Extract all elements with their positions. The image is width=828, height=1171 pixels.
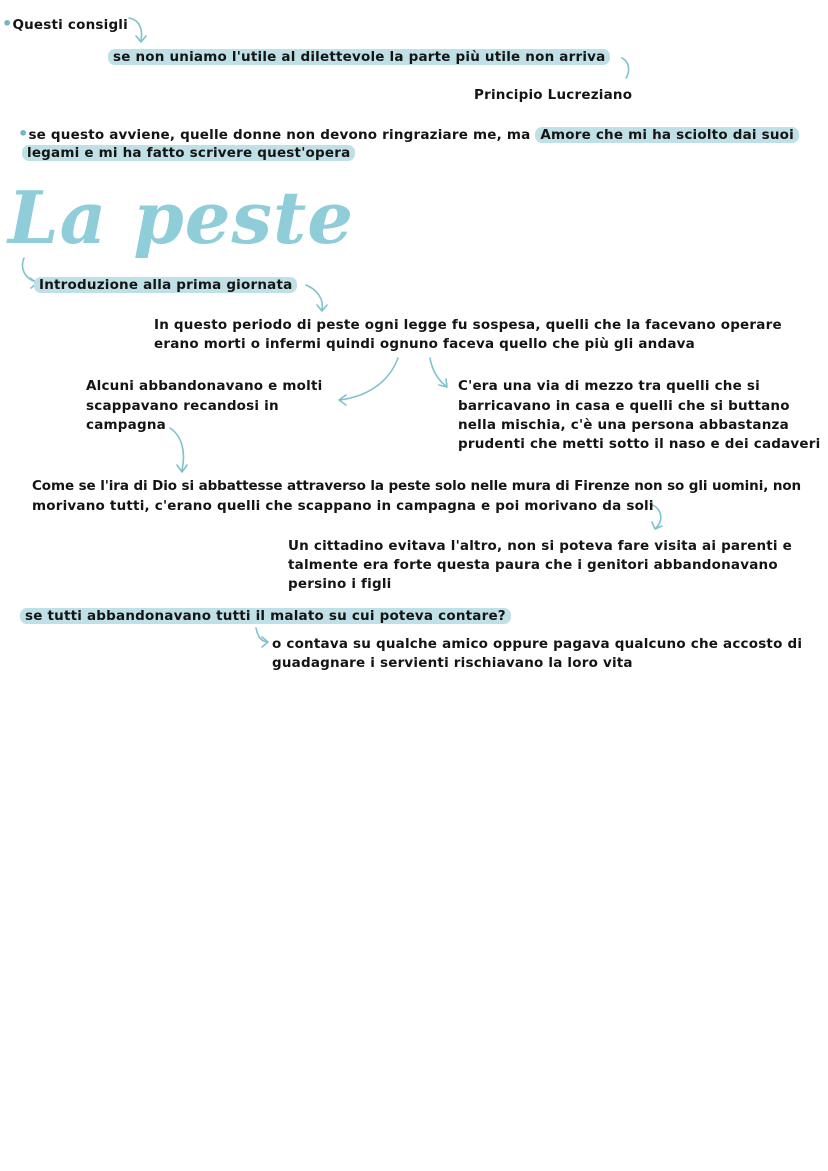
legami-highlight: legami e mi ha fatto scrivere quest'opera	[22, 145, 355, 161]
alcuni-line-1: Alcuni abbandonavano e molti	[86, 378, 323, 394]
alcuni-line-3: campagna	[86, 417, 166, 433]
principio-lucreziano: Principio Lucreziano	[474, 87, 633, 103]
via-line-3: nella mischia, c'è una persona abbastanza	[458, 417, 789, 433]
malato-question	[20, 607, 511, 626]
arrow-campagna	[170, 428, 184, 470]
ira-line-1: Come se l'ira di Dio si abbattesse attraverso la peste solo nelle mura di Firenze non so gli uomini, non	[32, 478, 802, 494]
note-ringraziare-line2	[22, 144, 355, 163]
utile-highlight: se non uniamo l'utile al dilettevole la parte più utile non arriva	[108, 49, 610, 65]
via-line-4: prudenti che metti sotto il naso e dei cadaveri	[458, 436, 821, 452]
page-title: La peste	[8, 175, 355, 260]
periodo-line-1: In questo periodo di peste ogni legge fu sospesa, quelli che la facevano operare	[154, 317, 782, 333]
note-ringraziare	[18, 124, 799, 145]
note-consigli	[2, 14, 128, 35]
intro-highlight: Introduzione alla prima giornata	[34, 277, 297, 293]
ira-line-2: morivano tutti, c'erano quelli che scappano in campagna e poi morivano da soli	[32, 498, 654, 514]
amico-line-2: guadagnare i servienti rischiavano la loro vita	[272, 655, 633, 671]
consigli-text: Questi consigli	[12, 17, 128, 33]
arrow-utile	[622, 58, 629, 78]
arrow-soli-head	[652, 522, 662, 529]
arrow-intro	[306, 285, 322, 310]
arrow-right	[430, 358, 446, 386]
arrow-left	[340, 358, 398, 400]
cittadino-line-1: Un cittadino evitava l'altro, non si poteva fare visita ai parenti e	[288, 538, 793, 554]
via-line-2: barricavano in casa e quelli che si buttano	[458, 398, 790, 414]
via-line-1: C'era una via di mezzo tra quelli che si	[458, 378, 760, 394]
cittadino-line-3: persino i figli	[288, 576, 392, 592]
intro-heading	[34, 276, 297, 295]
periodo-line-2: erano morti o infermi quindi ognuno faceva quello che più gli andava	[154, 336, 695, 352]
cittadino-line-2: talmente era forte questa paura che i genitori abbandonavano	[288, 557, 778, 573]
ringraziare-text: se questo avviene, quelle donne non devono ringraziare me, ma	[28, 127, 531, 143]
alcuni-line-2: scappavano recandosi in	[86, 398, 279, 414]
amico-line-1: o contava su qualche amico oppure pagava qualcuno che accosto di	[272, 636, 803, 652]
note-utile	[108, 48, 610, 67]
bullet-icon: •	[2, 14, 13, 33]
arrow-consigli	[129, 18, 142, 40]
bullet-icon: •	[18, 124, 29, 143]
malato-highlight: se tutti abbandonavano tutti il malato su cui poteva contare?	[20, 608, 511, 624]
amore-highlight: Amore che mi ha sciolto dai suoi	[535, 127, 799, 143]
